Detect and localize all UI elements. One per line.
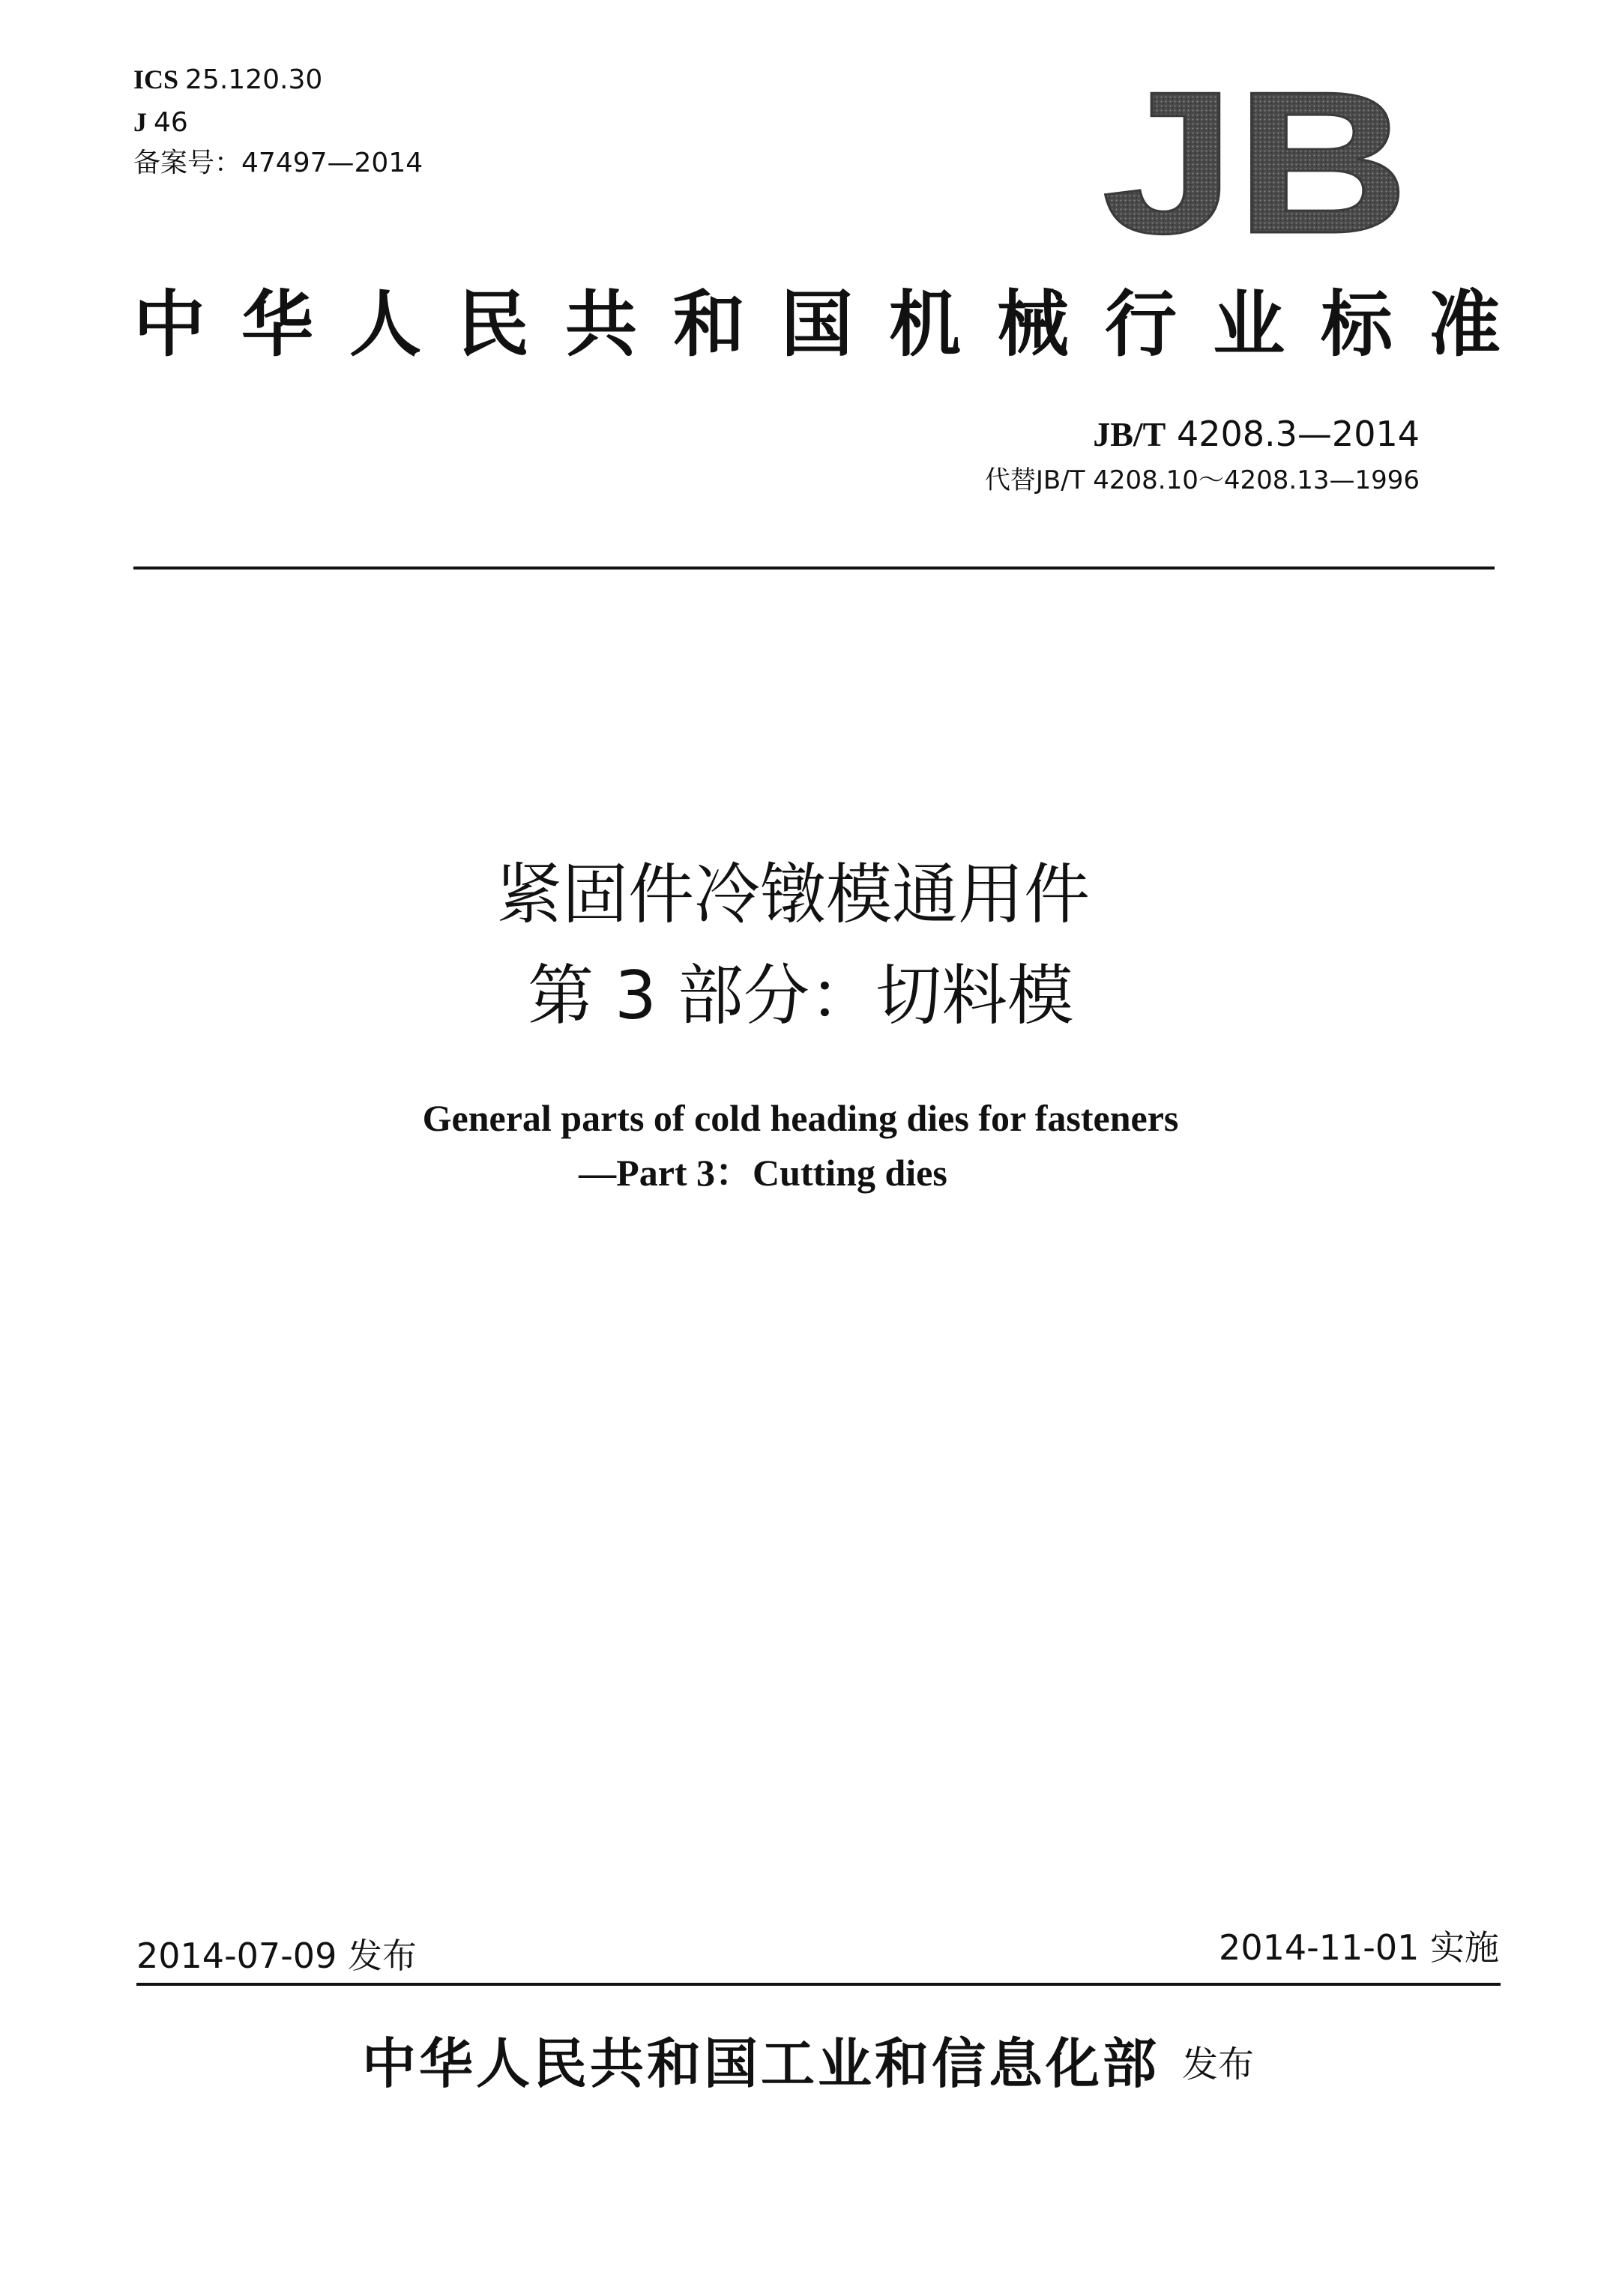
classification-code <box>133 109 188 136</box>
publisher-org: 中华人民共和国工业和信息化部 <box>361 2032 1160 2095</box>
standard-number-prefix: JB/T <box>1093 415 1166 453</box>
publisher-suffix: 发布 <box>1182 2043 1255 2085</box>
title-cn-line1: 紧固件冷镦模通用件 <box>495 856 1090 933</box>
standard-number <box>1093 414 1420 454</box>
jb-logo-graphic <box>1102 82 1417 251</box>
footer-divider <box>136 1983 1501 1986</box>
ics-prefix: ICS <box>133 64 179 94</box>
jb-logo-icon <box>1102 82 1417 251</box>
standard-number-value: 4208.3—2014 <box>1176 414 1420 454</box>
ics-number: 25.120.30 <box>185 64 323 95</box>
jb-logo-text: JB <box>1102 82 1409 251</box>
standard-category-title: 中华人民共和国机械行业标准 <box>133 283 1537 366</box>
record-number: 备案号：47497—2014 <box>133 148 423 178</box>
title-en-line1: General parts of cold heading dies for fasteners <box>422 1097 1179 1139</box>
class-prefix: J <box>133 107 147 137</box>
class-number: 46 <box>154 107 188 138</box>
replaces-standard: 代替JB/T 4208.10～4208.13—1996 <box>984 465 1420 495</box>
ics-code <box>133 66 322 94</box>
publisher <box>0 2032 1616 2095</box>
header-divider <box>133 567 1495 570</box>
title-cn-line2: 第 3 部分：切料模 <box>528 957 1073 1034</box>
title-en-line2: —Part 3：Cutting dies <box>579 1152 947 1194</box>
issue-date: 2014-07-09 发布 <box>136 1936 417 1976</box>
implementation-date: 2014-11-01 实施 <box>1219 1927 1499 1968</box>
